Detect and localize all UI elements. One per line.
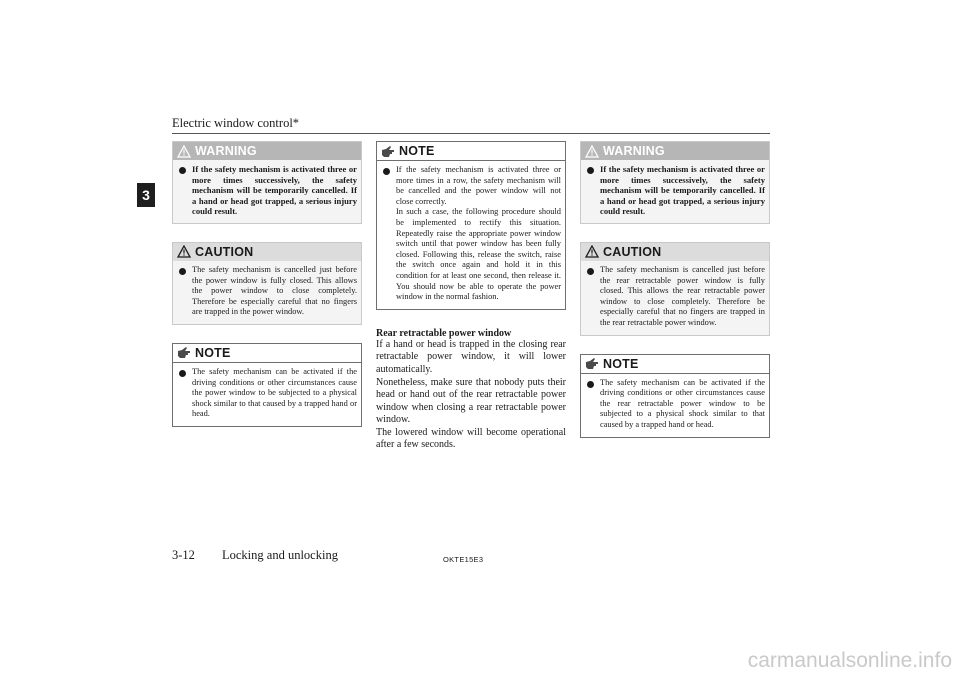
header-divider — [172, 133, 770, 134]
bullet-dot-icon — [587, 381, 594, 388]
body-paragraph: If a hand or head is trapped in the closing rear retractable power window, it will lower automatically. — [376, 338, 566, 375]
note-header — [581, 355, 769, 374]
warning-label: WARNING — [195, 144, 257, 158]
caution-box — [580, 242, 770, 336]
caution-text: The safety mechanism is cancelled just before the rear retractable power window is fully closed. This allows the rear retractable power window to close completely. Therefore be especially careful that no fingers are trapped in the rear retractable power window. — [600, 264, 765, 327]
note-box — [172, 343, 362, 427]
body-paragraph: Nonetheless, make sure that nobody puts their head or hand out of the rear retractable power window when closing a rear retractable power window. — [376, 376, 566, 426]
caution-header — [173, 243, 361, 261]
bullet-dot-icon — [587, 268, 594, 275]
note-line: In such a case, the following procedure should be implemented to rectify this situation. Repeatedly raise the appropriate power window switch until that power window has been fully closed. Following this, release the switch, raise the switch once again and hold it in this condition for at least one second, then release it. You should now be able to operate the power window in the normal fashion. — [396, 207, 561, 302]
note-line: If the safety mechanism is activated three or more times in a row, the safety mechanism will be cancelled and the power window will not close correctly. — [396, 165, 561, 206]
warning-header — [173, 142, 361, 160]
warning-header — [581, 142, 769, 160]
note-box — [580, 354, 770, 438]
note-label: NOTE — [399, 144, 435, 158]
caution-text: The safety mechanism is cancelled just before the power window is fully closed. This allows the power window to close completely. Therefore be especially careful that no fingers are trapped in the power window. — [192, 264, 357, 317]
bullet-dot-icon — [179, 370, 186, 377]
bullet-dot-icon — [179, 167, 186, 174]
warning-label: WARNING — [603, 144, 665, 158]
note-box — [376, 141, 566, 310]
caution-box — [172, 242, 362, 325]
warning-triangle-icon — [585, 245, 599, 258]
note-header — [377, 142, 565, 161]
warning-text: If the safety mechanism is activated three or more times successively, the safety mechanism will be temporarily cancelled. If a hand or head got trapped, a serious injury could result. — [600, 164, 765, 217]
note-header — [173, 344, 361, 363]
note-hand-icon — [585, 357, 599, 370]
footer-section-title: Locking and unlocking — [222, 548, 338, 562]
warning-triangle-icon — [585, 145, 599, 158]
note-text — [396, 165, 561, 303]
footer-page-number: 3-12 — [172, 548, 195, 562]
chapter-tab: 3 — [137, 183, 155, 207]
body-paragraph: The lowered window will become operational after a few seconds. — [376, 426, 566, 451]
caution-label: CAUTION — [195, 244, 254, 259]
bullet-dot-icon — [383, 168, 390, 175]
section-heading: Rear retractable power window — [376, 327, 512, 339]
footer-document-code: OKTE15E3 — [443, 555, 484, 564]
bullet-dot-icon — [179, 268, 186, 275]
warning-triangle-icon — [177, 145, 191, 158]
note-label: NOTE — [195, 345, 231, 360]
warning-triangle-icon — [177, 245, 191, 258]
note-text: The safety mechanism can be activated if the driving conditions or other circumstances cause the power window to be subjected to a physical shock similar to that caused by a trapped hand or head. — [192, 366, 357, 419]
watermark-text: carmanualsonline.info — [747, 649, 952, 672]
caution-header — [581, 243, 769, 261]
right-column — [580, 141, 770, 456]
middle-column — [376, 141, 566, 452]
warning-text: If the safety mechanism is activated three or more times successively, the safety mechanism will be temporarily cancelled. If a hand or head got trapped, a serious injury could result. — [192, 164, 357, 217]
page-header-title: Electric window control* — [172, 116, 300, 130]
note-label: NOTE — [603, 356, 639, 371]
warning-box — [172, 141, 362, 224]
bullet-dot-icon — [587, 167, 594, 174]
warning-box — [580, 141, 770, 224]
note-hand-icon — [381, 145, 395, 158]
caution-label: CAUTION — [603, 244, 662, 259]
left-column — [172, 141, 362, 445]
note-hand-icon — [177, 346, 191, 359]
note-text: The safety mechanism can be activated if the driving conditions or other circumstances cause the rear retractable power window to be subjected to a physical shock similar to that caused by a trapped hand or head. — [600, 377, 765, 429]
